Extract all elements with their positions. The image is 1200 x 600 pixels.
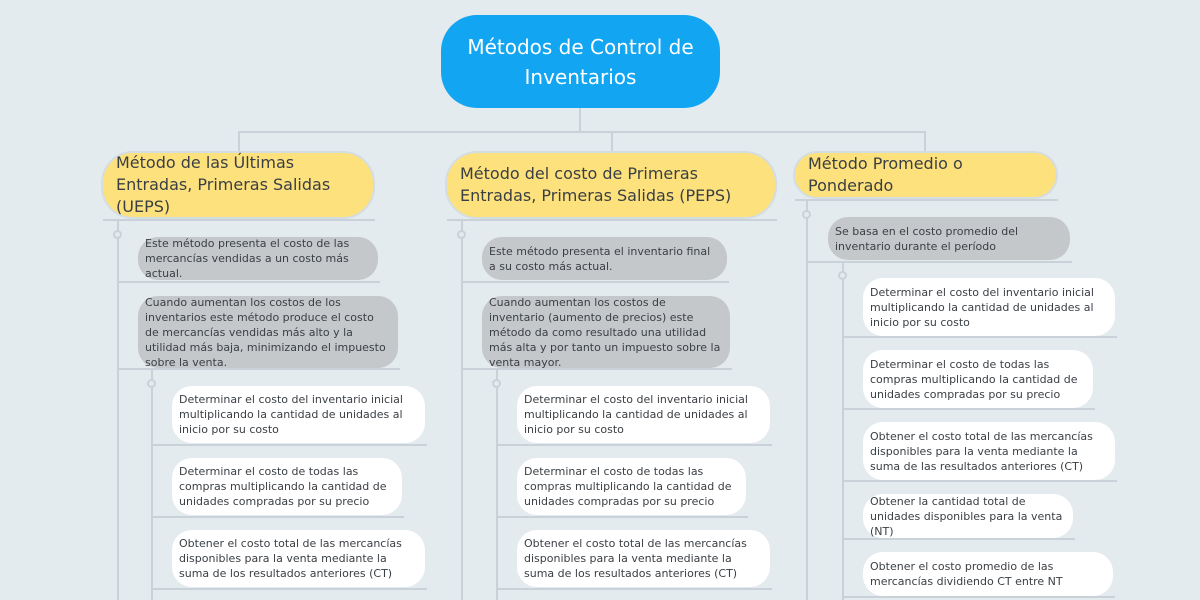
connector <box>611 131 613 153</box>
connector <box>152 516 404 518</box>
step-text: Obtener el costo total de las mercancías disponibles para la venta mediante la suma de los resultados anteriores (CT) <box>524 537 747 580</box>
step-node[interactable] <box>172 386 425 443</box>
connector <box>843 408 1095 410</box>
connector <box>462 368 732 370</box>
step-node[interactable] <box>863 350 1093 408</box>
step-node[interactable] <box>172 530 425 587</box>
branch-peps[interactable] <box>447 153 775 217</box>
branch-title: Método del costo de Primeras Entradas, Primeras Salidas (PEPS) <box>460 164 732 205</box>
connector <box>497 516 748 518</box>
connector <box>462 281 729 283</box>
branch-title: Método de las Últimas Entradas, Primeras Salidas (UEPS) <box>116 153 331 216</box>
connector <box>447 219 777 221</box>
step-node[interactable] <box>517 386 770 443</box>
note-text: Cuando aumentan los costos de los inventarios este método produce el costo de mercancías vendidas más alto y la utilidad más baja, minimizando el impuesto sobre la venta. <box>145 295 386 369</box>
connector <box>117 220 119 600</box>
connector <box>807 261 1072 263</box>
connector <box>806 200 808 600</box>
note-node[interactable] <box>828 217 1070 260</box>
note-text: Cuando aumentan los costos de inventario (aumento de precios) este método da como resultado una utilidad más alta y por tanto un impuesto sobre la venta mayor. <box>489 295 721 369</box>
step-node[interactable] <box>172 458 402 515</box>
connector <box>238 131 926 133</box>
collapse-toggle[interactable] <box>457 230 466 239</box>
connector <box>843 596 1115 598</box>
note-node[interactable] <box>482 296 730 368</box>
branch-title: Método Promedio o Ponderado <box>808 154 963 195</box>
step-text: Determinar el costo de todas las compras multiplicando la cantidad de unidades compradas por su precio <box>179 465 387 508</box>
step-node[interactable] <box>863 494 1073 538</box>
connector <box>152 588 427 590</box>
step-node[interactable] <box>863 422 1115 480</box>
step-text: Obtener el costo total de las mercancías disponibles para la venta mediante la suma de los resultados anteriores (CT) <box>179 537 402 580</box>
branch-promedio[interactable] <box>795 153 1056 197</box>
note-node[interactable] <box>138 296 398 368</box>
connector <box>151 369 153 600</box>
note-text: Este método presenta el inventario final a su costo más actual. <box>489 244 711 273</box>
connector <box>843 538 1075 540</box>
connector <box>843 480 1117 482</box>
connector <box>497 588 772 590</box>
note-node[interactable] <box>138 237 378 280</box>
step-text: Obtener la cantidad total de unidades disponibles para la venta (NT) <box>870 494 1063 538</box>
step-text: Obtener el costo total de las mercancías disponibles para la venta mediante la suma de las resultados anteriores (CT) <box>870 429 1093 473</box>
note-node[interactable] <box>482 237 727 280</box>
connector <box>843 336 1117 338</box>
connector <box>118 368 400 370</box>
step-text: Determinar el costo del inventario inicial multiplicando la cantidad de unidades al inicio por su costo <box>179 393 403 436</box>
collapse-toggle[interactable] <box>113 230 122 239</box>
collapse-toggle[interactable] <box>802 210 811 219</box>
collapse-toggle[interactable] <box>147 379 156 388</box>
note-text: Se basa en el costo promedio del inventario durante el período <box>835 224 1019 253</box>
connector <box>579 108 581 132</box>
connector <box>238 131 240 153</box>
note-text: Este método presenta el costo de las mercancías vendidas a un costo más actual. <box>145 237 350 280</box>
connector <box>795 199 1058 201</box>
connector <box>152 444 427 446</box>
connector <box>461 220 463 600</box>
branch-ueps[interactable] <box>103 153 373 217</box>
collapse-toggle[interactable] <box>838 271 847 280</box>
step-text: Obtener el costo promedio de las mercancías dividiendo CT entre NT <box>870 560 1063 588</box>
connector <box>496 369 498 600</box>
step-node[interactable] <box>863 278 1115 336</box>
connector <box>497 444 772 446</box>
root-node[interactable] <box>441 15 720 108</box>
connector <box>842 262 844 600</box>
connector <box>118 281 380 283</box>
step-node[interactable] <box>517 458 746 515</box>
step-node[interactable] <box>863 552 1113 596</box>
connector <box>103 219 375 221</box>
step-text: Determinar el costo del inventario inicial multiplicando la cantidad de unidades al inicio por su costo <box>524 393 748 436</box>
step-text: Determinar el costo del inventario inicial multiplicando la cantidad de unidades al inicio por su costo <box>870 285 1094 329</box>
step-text: Determinar el costo de todas las compras multiplicando la cantidad de unidades compradas por su precio <box>870 357 1078 401</box>
step-text: Determinar el costo de todas las compras multiplicando la cantidad de unidades compradas por su precio <box>524 465 732 508</box>
collapse-toggle[interactable] <box>492 379 501 388</box>
step-node[interactable] <box>517 530 770 587</box>
connector <box>924 131 926 153</box>
root-label: Métodos de Control de Inventarios <box>467 34 694 89</box>
